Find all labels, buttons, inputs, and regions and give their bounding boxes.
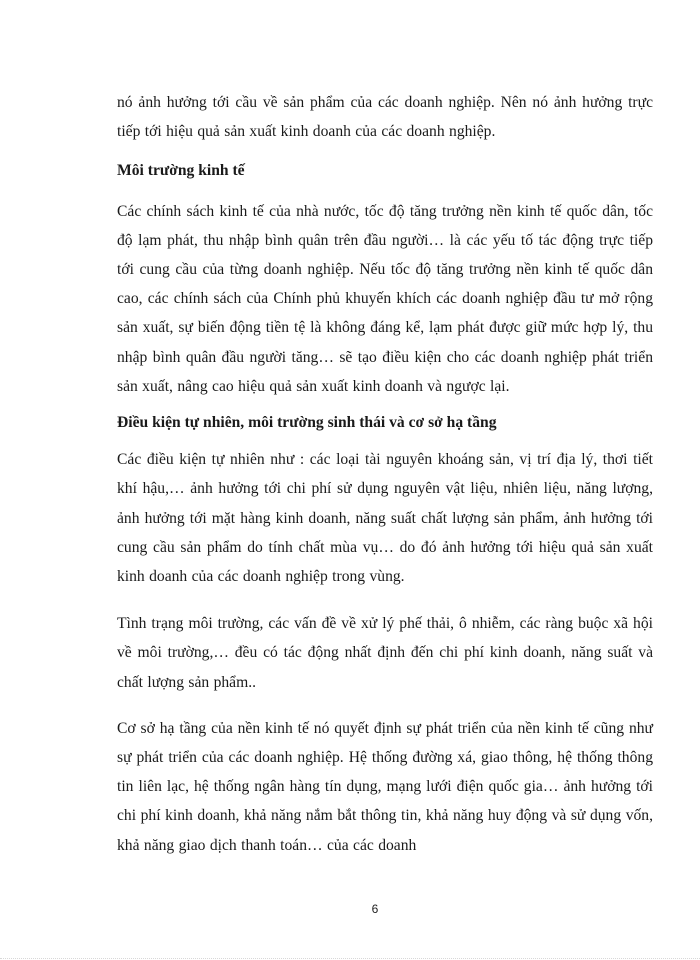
page-bottom-divider [0,958,700,959]
section-heading-economic-environment: Môi trường kinh tế [117,162,245,180]
paragraph-natural-conditions: Các điều kiện tự nhiên như : các loại tài nguyên khoáng sản, vị trí địa lý, thơi tiết khí hậu,… ảnh hưởng tới chi phí sử dụng nguyên vật liệu, nhiên liệu, năng lượng, ảnh hưởng tới mặt hàng kinh doanh, năng suất chất lượng sản phẩm, ảnh hưởng tới cung cầu sản phẩm do tính chất mùa vụ… do đó ảnh hưởng tới hiệu quả sản xuất kinh doanh của các doanh nghiệp trong vùng. [117,451,653,586]
paragraph-environment-status: Tình trạng môi trường, các vấn đề về xử lý phế thải, ô nhiễm, các ràng buộc xã hội về môi trường,… đều có tác động nhất định đến chi phí kinh doanh, năng suất và chất lượng sản phẩm.. [117,615,653,691]
paragraph-economic-policies: Các chính sách kinh tế của nhà nước, tốc độ tăng trưởng nền kinh tế quốc dân, tốc độ lạm phát, thu nhập bình quân trên đầu người… là các yếu tố tác động trực tiếp tới cung cầu của từng doanh nghiệp. Nếu tốc độ tăng trưởng nền kinh tế quốc dân cao, các chính sách của Chính phủ khuyến khích các doanh nghiệp đầu tư mở rộng sản xuất, sự biến động tiền tệ là không đáng kể, lạm phát được giữ mức hợp lý, thu nhập bình quân đầu người tăng… sẽ tạo điều kiện cho các doanh nghiệp phát triển sản xuất, nâng cao hiệu quả sản xuất kinh doanh và ngược lại. [117,202,653,395]
page-number: 6 [371,902,379,916]
paragraph-continuation: nó ảnh hưởng tới cầu về sản phẩm của các doanh nghiệp. Nên nó ảnh hưởng trực tiếp tới hiệu quả sản xuất kinh doanh của các doanh nghiệp. [117,94,653,141]
paragraph-infrastructure: Cơ sở hạ tầng của nền kinh tế nó quyết định sự phát triển của nền kinh tế cũng như sự phát triển của các doanh nghiệp. Hệ thống đường xá, giao thông, hệ thống thông tin liên lạc, hệ thống ngân hàng tín dụng, mạng lưới điện quốc gia… ảnh hưởng tới chi phí kinh doanh, khả năng nắm bắt thông tin, khả năng huy động và sử dụng vốn, khả năng giao dịch thanh toán… của các doanh [117,719,653,854]
section-heading-natural-conditions: Điều kiện tự nhiên, môi trường sinh thái và cơ sở hạ tầng [117,414,497,432]
page-body [117,88,653,860]
